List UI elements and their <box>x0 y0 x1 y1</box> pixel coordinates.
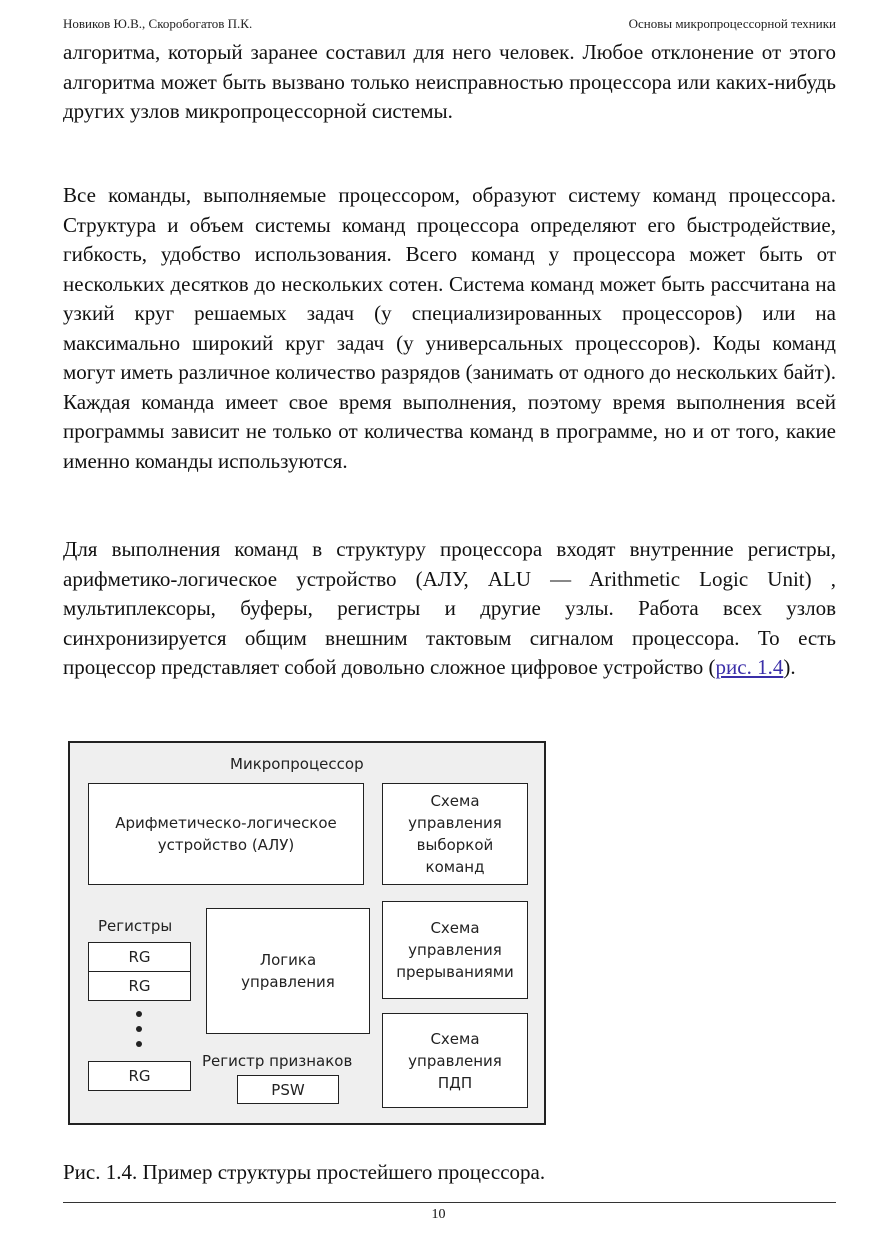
control-logic-block: Логика управления <box>206 908 370 1034</box>
ellipsis-dot <box>136 1026 142 1032</box>
fetch-control-block: Схема управления выборкой команд <box>382 783 528 885</box>
paragraph-3-before: Для выполнения команд в структуру процессора входят внутренние регистры, арифметико-логическое устройство (АЛУ, ALU — Arithmetic Logic Unit) , мультиплексоры, буферы, регистры и другие узлы. Работа всех узлов синхронизируется общим внешним тактовым сигналом процессора. То есть процессор представляет собой довольно сложное цифровое устройство ( <box>63 537 836 679</box>
registers-label: Регистры <box>98 917 173 935</box>
alu-block: Арифметическо-логическое устройство (АЛУ) <box>88 783 364 885</box>
processor-diagram <box>68 741 546 1125</box>
paragraph-3 <box>63 535 836 683</box>
figure-reference-link[interactable]: рис. 1.4 <box>715 655 784 679</box>
paragraph-1 <box>63 38 836 127</box>
header-authors: Новиков Ю.В., Скоробогатов П.К. <box>63 16 253 31</box>
page-header <box>63 16 836 34</box>
diagram-title: Микропроцессор <box>230 755 364 773</box>
ellipsis-dot <box>136 1041 142 1047</box>
paragraph-1-text: алгоритма, который заранее составил для него человек. Любое отклонение от этого алгоритма может быть вызвано только неисправностью процессора или каких-нибудь других узлов микропроцессорной системы. <box>63 40 836 123</box>
paragraph-3-text <box>63 535 836 683</box>
footer-divider <box>63 1202 836 1203</box>
ellipsis-dot <box>136 1011 142 1017</box>
paragraph-2-text: Все команды, выполняемые процессором, образуют систему команд процессора. Структура и объем системы команд процессора определяют его быстродействие, гибкость, удобство использования. Всего команд у процессора может быть от нескольких десятков до нескольких сотен. Система команд может быть рассчитана на узкий круг решаемых задач (у специализированных процессоров) или на максимально широкий круг задач (у универсальных процессоров). Коды команд могут иметь различное количество разрядов (занимать от одного до нескольких байт). Каждая команда имеет свое время выполнения, поэтому время выполнения всей программы зависит не только от количества команд в программе, но и от того, какие именно команды используются. <box>63 183 836 473</box>
psw-register: PSW <box>237 1075 339 1104</box>
register-rg-1: RG <box>88 942 191 972</box>
dma-control-block: Схема управления ПДП <box>382 1013 528 1108</box>
header-book-title: Основы микропроцессорной техники <box>628 16 836 31</box>
register-rg-2: RG <box>88 971 191 1001</box>
interrupt-control-block: Схема управления прерываниями <box>382 901 528 999</box>
paragraph-3-after: ). <box>783 655 796 679</box>
page-number: 10 <box>431 1207 446 1222</box>
flags-register-label: Регистр признаков <box>202 1052 353 1070</box>
paragraph-2 <box>63 181 836 476</box>
register-rg-n: RG <box>88 1061 191 1091</box>
figure-caption: Рис. 1.4. Пример структуры простейшего процессора. <box>63 1160 546 1184</box>
